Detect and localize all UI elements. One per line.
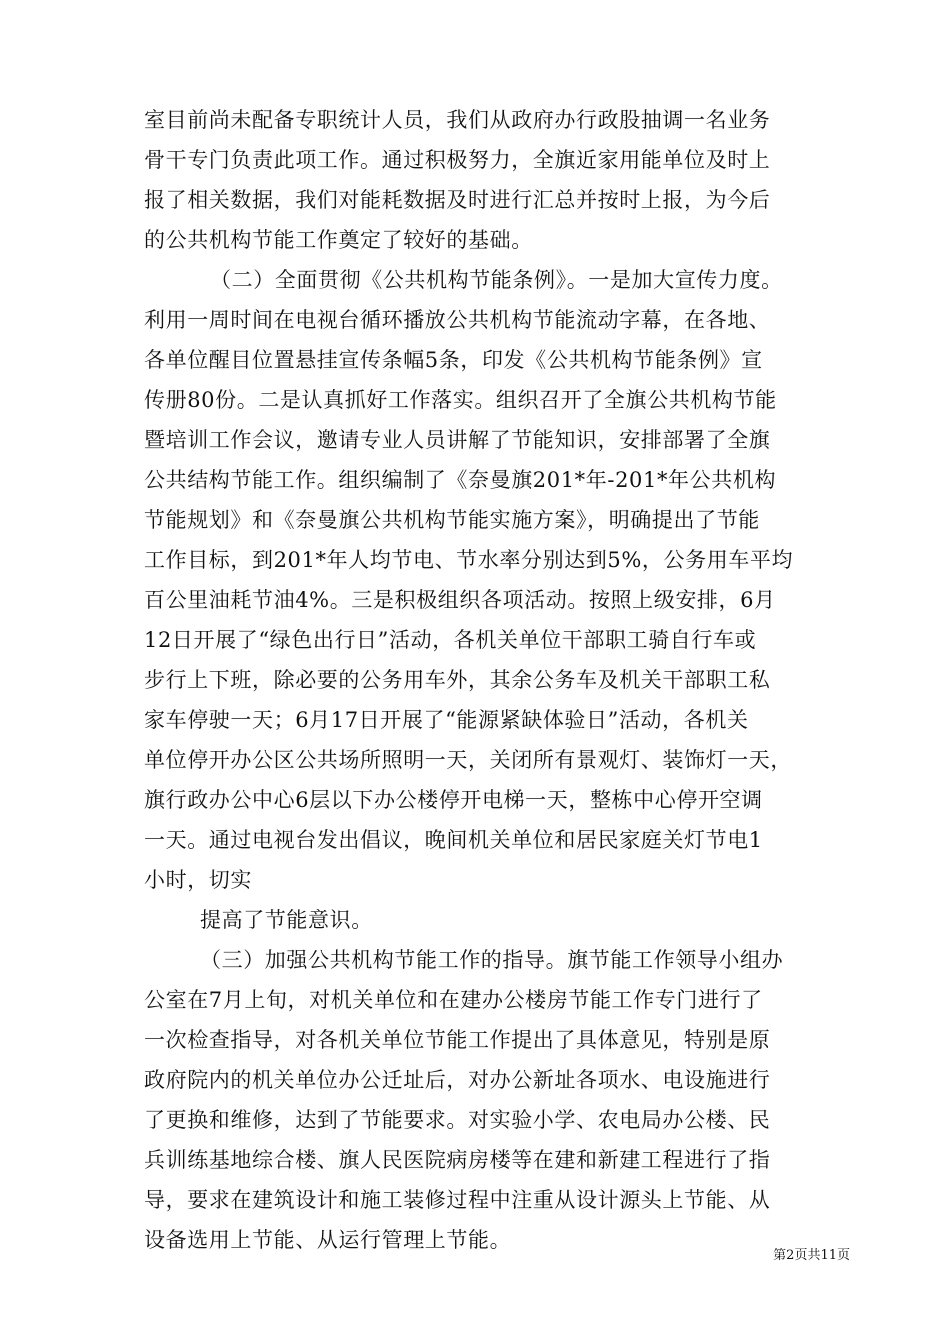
- text-line: 百公里油耗节油4%。三是积极组织各项活动。按照上级安排，6月: [144, 588, 776, 612]
- text-line: 了更换和维修，达到了节能要求。对实验小学、农电局办公楼、民: [144, 1108, 771, 1132]
- text-line: 节能规划》和《奈曼旗公共机构节能实施方案》，明确提出了节能: [144, 508, 760, 532]
- text-line: 的公共机构节能工作奠定了较好的基础。: [144, 228, 533, 252]
- text-line: 一次检查指导，对各机关单位节能工作提出了具体意见，特别是原: [144, 1028, 771, 1052]
- text-line: 暨培训工作会议，邀请专业人员讲解了节能知识，安排部署了全旗: [144, 428, 771, 452]
- page-number: 第2页共11页: [773, 1248, 850, 1263]
- text-line: 步行上下班，除必要的公务用车外，其余公务车及机关干部职工私: [144, 668, 771, 692]
- text-line: 报了相关数据，我们对能耗数据及时进行汇总并按时上报，为今后: [144, 188, 771, 212]
- text-line: 导，要求在建筑设计和施工装修过程中注重从设计源头上节能、从: [144, 1188, 771, 1212]
- text-line: 家车停驶一天；6月17日开展了“能源紧缺体验日”活动，各机关: [144, 708, 749, 732]
- text-line: 兵训练基地综合楼、旗人民医院病房楼等在建和新建工程进行了指: [144, 1148, 771, 1172]
- text-line: 公室在7月上旬，对机关单位和在建办公楼房节能工作专门进行了: [144, 988, 763, 1012]
- text-line: 一天。通过电视台发出倡议，晚间机关单位和居民家庭关灯节电1: [144, 828, 763, 852]
- text-line: 工作目标，到201*年人均节电、节水率分别达到5%，公务用车平均: [144, 548, 794, 572]
- text-line: 旗行政办公中心6层以下办公楼停开电梯一天，整栋中心停开空调: [144, 788, 763, 812]
- text-line: 12日开展了“绿色出行日”活动，各机关单位干部职工骑自行车或: [144, 628, 757, 652]
- text-line: 提高了节能意识。: [200, 908, 373, 932]
- text-line: （三）加强公共机构节能工作的指导。旗节能工作领导小组办: [200, 948, 784, 972]
- text-line: 各单位醒目位置悬挂宣传条幅5条，印发《公共机构节能条例》宣: [144, 348, 763, 372]
- text-line: 利用一周时间在电视台循环播放公共机构节能流动字幕，在各地、: [144, 308, 771, 332]
- text-line: 公共结构节能工作。组织编制了《奈曼旗201*年-201*年公共机构: [144, 468, 777, 492]
- text-line: 小时，切实: [144, 868, 252, 892]
- text-line: 单位停开办公区公共场所照明一天，关闭所有景观灯、装饰灯一天，: [144, 748, 792, 772]
- text-line: 政府院内的机关单位办公迁址后，对办公新址各项水、电设施进行: [144, 1068, 771, 1092]
- text-line: 传册80份。二是认真抓好工作落实。组织召开了全旗公共机构节能: [144, 388, 777, 412]
- text-line: 骨干专门负责此项工作。通过积极努力，全旗近家用能单位及时上: [144, 148, 771, 172]
- text-line: （二）全面贯彻《公共机构节能条例》。一是加大宣传力度。: [210, 268, 783, 292]
- text-line: 设备选用上节能、从运行管理上节能。: [144, 1228, 512, 1252]
- text-line: 室目前尚未配备专职统计人员，我们从政府办行政股抽调一名业务: [144, 108, 771, 132]
